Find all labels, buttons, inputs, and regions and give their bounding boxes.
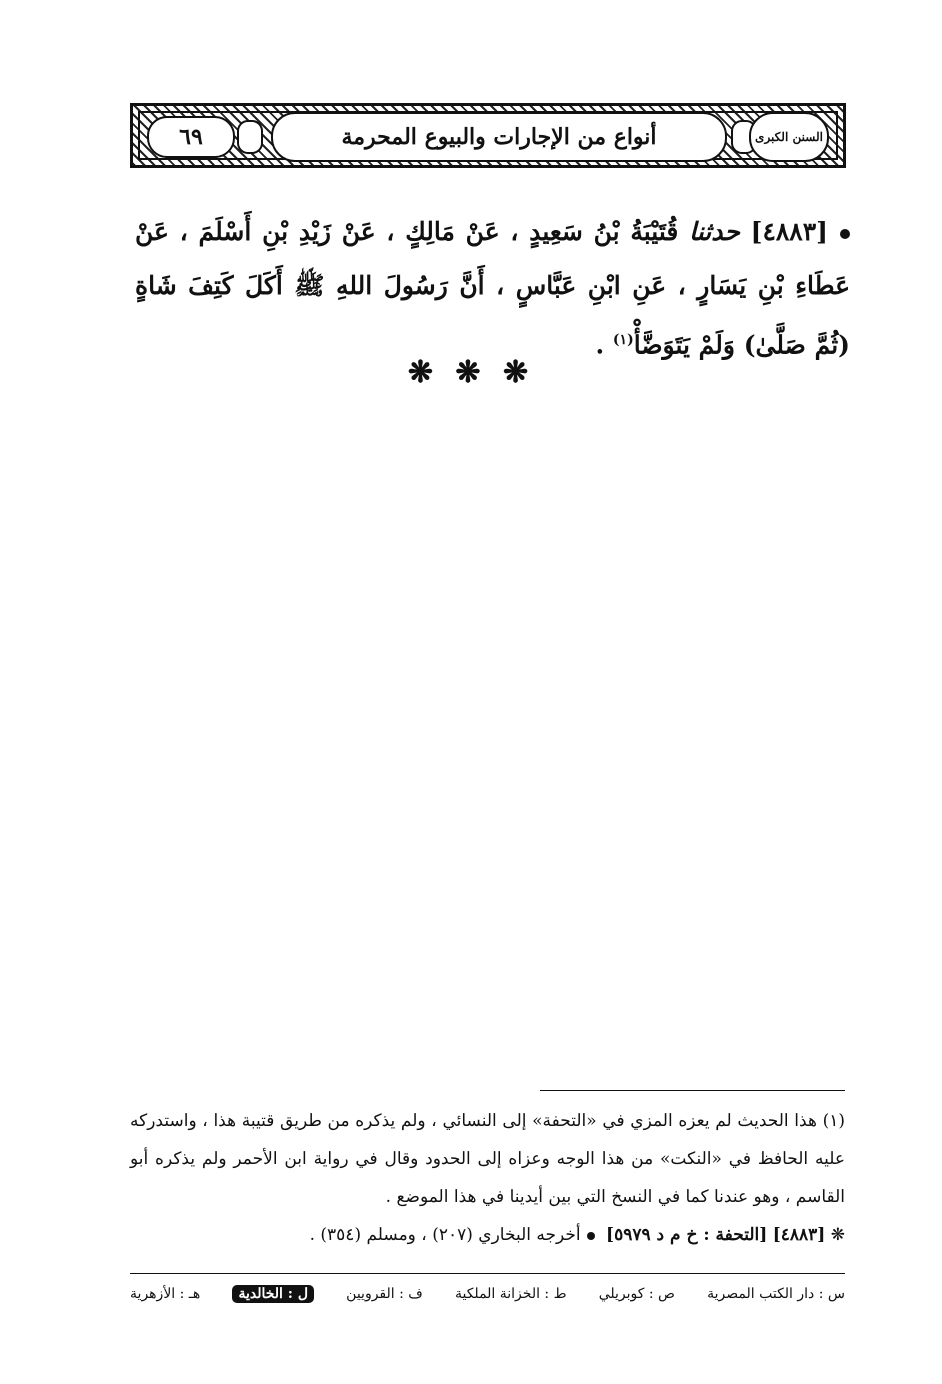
hadith-end: . — [595, 330, 613, 360]
legend-divider — [130, 1273, 845, 1274]
section-separator: ❋ ❋ ❋ — [407, 355, 535, 390]
legend-item: ف : القرويين — [346, 1286, 423, 1302]
haddathana-word: حدثنا — [689, 217, 740, 246]
book-logo: السنن الكبرى — [749, 112, 829, 162]
takhrij-line — [130, 1216, 845, 1254]
legend-item: ط : الخزانة الملكية — [454, 1286, 567, 1302]
legend-item: س : دار الكتب المصرية — [707, 1286, 845, 1302]
footnote-1: (١) هذا الحديث لم يعزه المزي في «التحفة» إلى النسائي ، ولم يذكره من طريق قتيبة هذا ، واستدركه عليه الحافظ في «النكت» من هذا الوجه وعزاه إلى الحدود وقال في رواية ابن الأحمر ولم يذكره أبو القاسم ، وهو عندنا كما في النسخ التي بين أيدينا في هذا الموضع . — [130, 1111, 845, 1207]
legend-item-highlighted: ل : الخالدية — [232, 1285, 314, 1303]
hadith-line-2: عَنِ ابْنِ عَبَّاسٍ ، أَنَّ رَسُولَ اللهِ ﷺ أَكَلَ كَتِفَ شَاةٍ (ثُمَّ صَلَّىٰ) وَلَمْ يَتَوَضَّأْ — [135, 271, 850, 360]
page-header-banner — [130, 103, 846, 168]
star-icon: ❋ — [830, 1225, 845, 1245]
bullet-icon — [840, 229, 850, 239]
hadith-number: [٤٨٨٣] — [750, 217, 828, 246]
chapter-title: أنواع من الإجارات والبيوع المحرمة — [271, 112, 727, 162]
ornament-knot-left — [237, 120, 263, 154]
takhrij-text: أخرجه البخاري (٢٠٧) ، ومسلم (٣٥٤) . — [309, 1225, 581, 1245]
footnote-divider — [540, 1090, 845, 1091]
page-number: ٦٩ — [147, 116, 235, 158]
legend-item: هـ : الأزهرية — [130, 1286, 201, 1302]
legend-item: ص : كوبريلي — [598, 1286, 675, 1302]
manuscript-legend — [130, 1280, 845, 1308]
tuhfa-reference: [التحفة : خ م د ٥٩٧٩] — [606, 1225, 768, 1245]
hadith-text — [135, 205, 850, 372]
takhrij-ref-number: [٤٨٨٣] — [772, 1225, 826, 1245]
footnotes-section — [130, 1102, 845, 1254]
bullet-icon — [587, 1232, 595, 1240]
hadith-line-1: قُتَيْبَةُ بْنُ سَعِيدٍ ، عَنْ مَالِكٍ ، عَنْ زَيْدِ بْنِ أَسْلَمَ ، عَنْ عَطَاءِ بْنِ يَسَارٍ ، — [135, 217, 850, 300]
footnote-reference: (١) — [612, 332, 634, 348]
